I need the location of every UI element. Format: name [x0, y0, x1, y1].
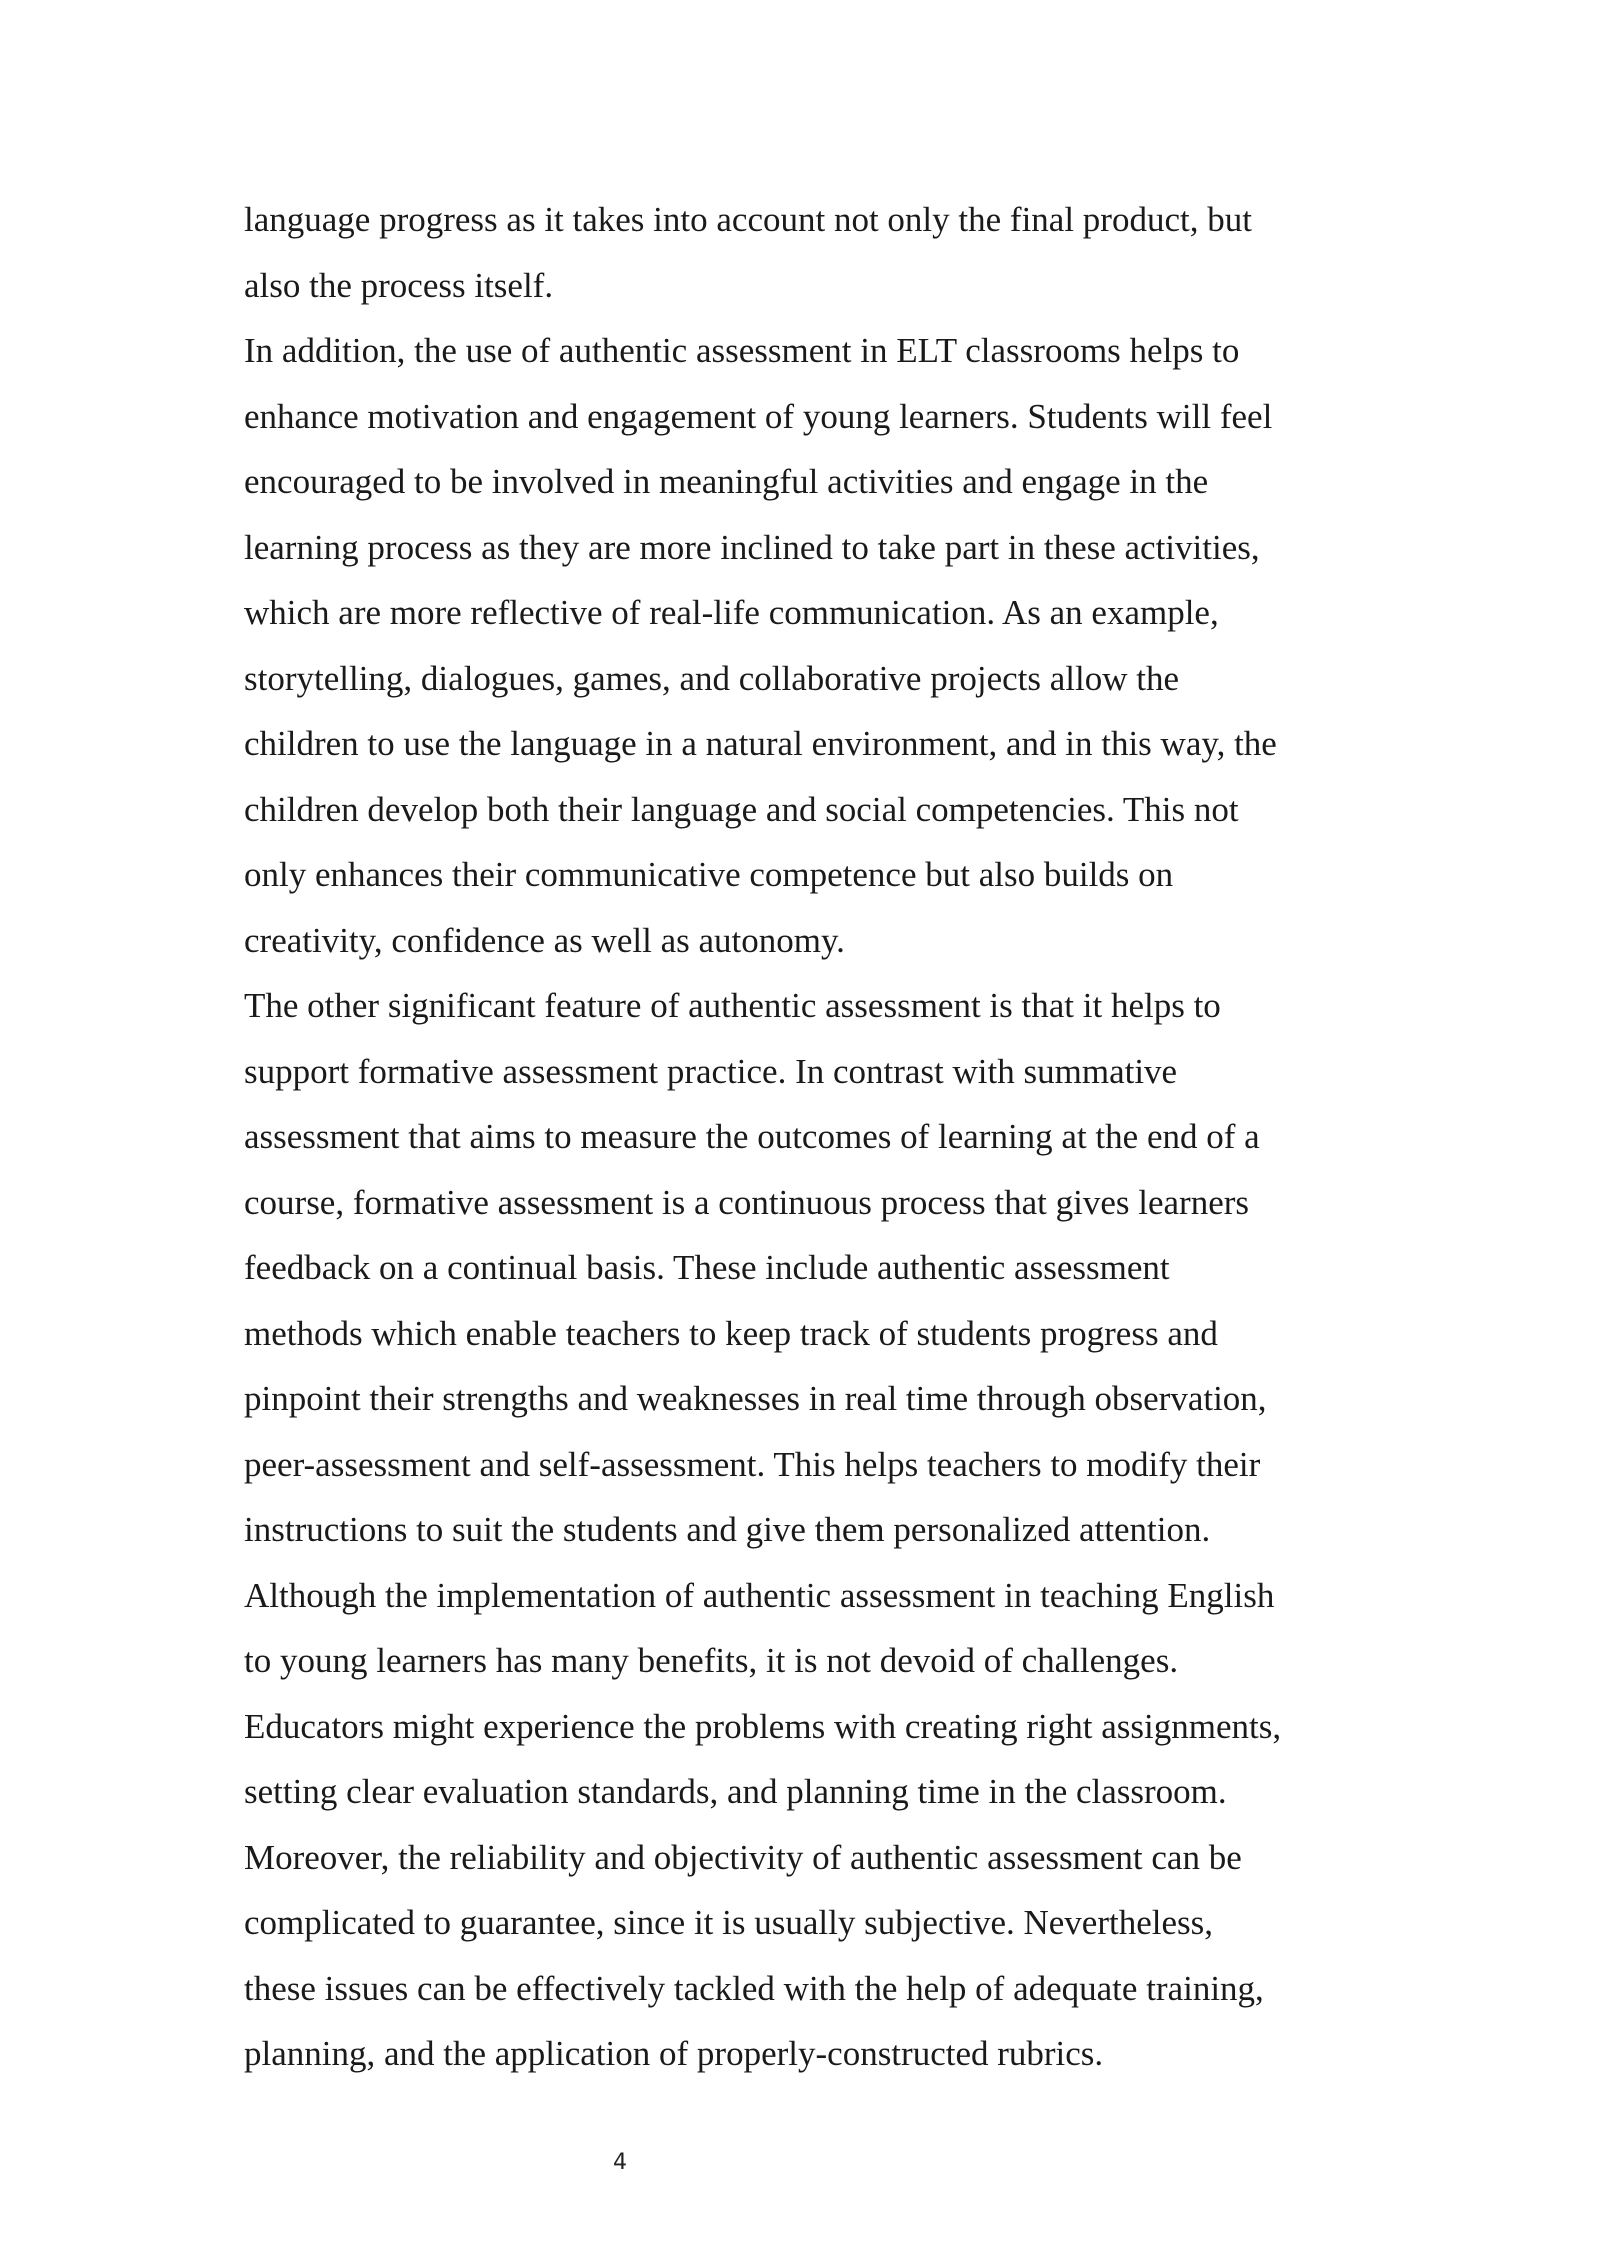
text-line: language progress as it takes into account not only the final product, but — [244, 200, 1252, 239]
text-line: also the process itself. — [244, 265, 554, 305]
text-line: storytelling, dialogues, games, and collaborative projects allow the — [244, 658, 1180, 698]
text-line: In addition, the use of authentic assessment in ELT classrooms helps to — [244, 331, 1240, 370]
text-line: which are more reflective of real-life communication. As an example, — [244, 593, 1219, 632]
text-line: these issues can be effectively tackled with the help of adequate training, — [244, 1968, 1264, 2008]
text-line: planning, and the application of properly-constructed rubrics. — [244, 2034, 1104, 2073]
text-line: creativity, confidence as well as autonomy. — [244, 920, 845, 960]
text-line: instructions to suit the students and give them personalized attention. — [244, 1510, 1211, 1549]
page-number: 4 — [613, 2150, 627, 2175]
text-line: peer-assessment and self-assessment. This helps teachers to modify their — [244, 1444, 1261, 1484]
text-line: complicated to guarantee, since it is usually subjective. Nevertheless, — [244, 1903, 1213, 1942]
text-line: only enhances their communicative competence but also builds on — [244, 855, 1174, 894]
text-line: children to use the language in a natural environment, and in this way, the — [244, 724, 1277, 763]
text-line: methods which enable teachers to keep track of students progress and — [244, 1313, 1218, 1353]
text-line: support formative assessment practice. In contrast with summative — [244, 1051, 1178, 1091]
text-line: The other significant feature of authentic assessment is that it helps to — [244, 986, 1221, 1025]
text-line: Moreover, the reliability and objectivity of authentic assessment can be — [244, 1837, 1242, 1877]
text-line: Although the implementation of authentic assessment in teaching English — [244, 1575, 1275, 1615]
text-line: enhance motivation and engagement of young learners. Students will feel — [244, 396, 1273, 436]
text-line: feedback on a continual basis. These include authentic assessment — [244, 1248, 1170, 1287]
text-line: to young learners has many benefits, it is not devoid of challenges. — [244, 1641, 1179, 1680]
text-line: encouraged to be involved in meaningful activities and engage in the — [244, 462, 1209, 501]
text-line: assessment that aims to measure the outcomes of learning at the end of a — [244, 1117, 1260, 1156]
body-text — [244, 187, 1384, 2087]
text-line: setting clear evaluation standards, and planning time in the classroom. — [244, 1772, 1227, 1811]
text-line: Educators might experience the problems with creating right assignments, — [244, 1706, 1282, 1746]
text-line: course, formative assessment is a continuous process that gives learners — [244, 1182, 1250, 1222]
text-line: children develop both their language and social competencies. This not — [244, 789, 1239, 829]
text-line: pinpoint their strengths and weaknesses in real time through observation, — [244, 1379, 1267, 1418]
text-line: learning process as they are more inclined to take part in these activities, — [244, 527, 1260, 567]
